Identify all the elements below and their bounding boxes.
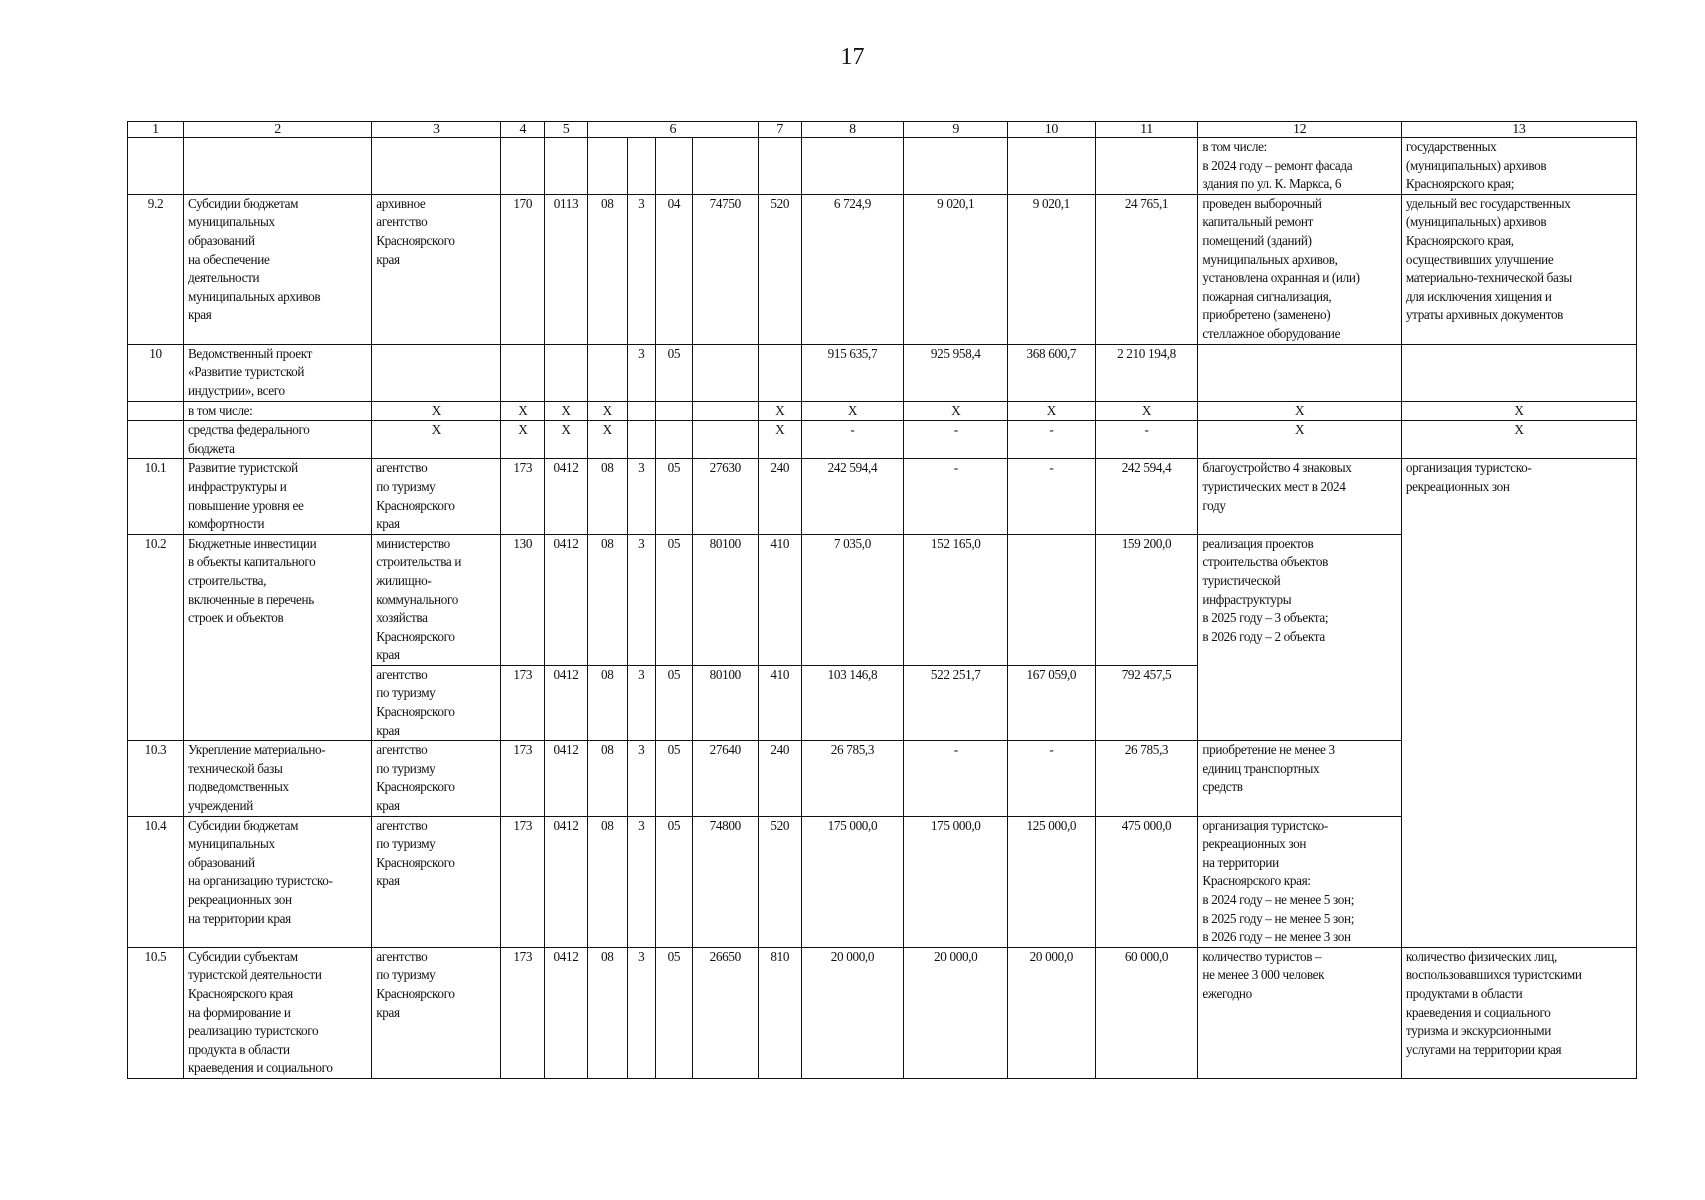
x-mark: Х [501,401,545,421]
text-line: (муниципальных) архивов [1405,214,1547,230]
text-line: Красноярского края [187,985,293,1001]
result-cell [1198,534,1402,741]
executor [372,194,501,344]
text-line: края [376,873,400,889]
text-line: муниципальных [187,836,275,852]
amount-total: 60 000,0 [1095,947,1198,1078]
amount-total: 242 594,4 [1095,459,1198,534]
text-line: туристской деятельности [187,967,322,983]
row-number: 10.5 [128,947,184,1078]
table-row [128,138,1637,195]
text-line: капитальный ремонт [1202,214,1314,230]
text-line: рекреационных зон [1202,836,1307,852]
grbs-code: 173 [501,816,545,947]
text-line: министерство [376,535,450,551]
table-row [128,194,1637,344]
x-mark: Х [1095,401,1198,421]
text-line: по туризму [376,967,436,983]
text-line: на организацию туристско- [187,873,333,889]
expense-type: 240 [758,459,801,534]
text-line: «Развитие туристской [187,364,305,380]
table-row [128,947,1637,1078]
amount-2024: 915 635,7 [801,344,904,401]
measure-name [183,947,371,1078]
text-line: деятельности [187,270,260,286]
text-line: услугами на территории края [1405,1041,1562,1057]
section-code: 0113 [545,194,588,344]
amount-2025: 152 165,0 [904,534,1008,665]
text-line: приобретено (заменено) [1202,307,1331,323]
text-line: индустрии», всего [187,382,285,398]
target-code-a: 08 [587,194,627,344]
result-cell [1198,741,1402,816]
text-line: по туризму [376,836,436,852]
text-line: Укрепление материально- [187,742,326,758]
expense-type: 520 [758,194,801,344]
text-line: агентство [376,817,428,833]
text-line: образований [187,854,255,870]
text-line: края [376,798,400,814]
text-line: реализация проектов [1202,535,1314,551]
target-code-b: 3 [627,665,655,740]
amount-2026: 20 000,0 [1008,947,1096,1078]
measure-name [183,344,371,401]
x-mark: Х [1198,401,1402,421]
expense-type: 810 [758,947,801,1078]
text-line: туризма и экскурсионными [1405,1023,1551,1039]
executor [372,816,501,947]
target-code-a: 08 [587,947,627,1078]
target-code-c: 05 [656,741,693,816]
expense-type: 520 [758,816,801,947]
text-line: в объекты капитального [187,554,316,570]
header-cell: 8 [801,122,904,138]
text-line: в 2024 году – ремонт фасада [1202,157,1353,173]
text-line: строек и объектов [187,610,284,626]
executor [372,534,501,665]
target-code-a: 08 [587,459,627,534]
text-line: Красноярского [376,985,455,1001]
text-line: ежегодно [1202,985,1252,1001]
target-code-d: 27640 [692,741,758,816]
table-row [128,421,1637,459]
amount-2026: 368 600,7 [1008,344,1096,401]
target-code-d: 74750 [692,194,758,344]
amount-2025: 925 958,4 [904,344,1008,401]
text-line: единиц транспортных [1202,760,1320,776]
amount-2025: - [904,459,1008,534]
text-line: продукта в области [187,1041,290,1057]
amount-2026: - [1008,459,1096,534]
text-line: комфортности [187,516,265,532]
dash-value: - [904,421,1008,459]
indicator-cell [1401,459,1636,947]
text-line: Красноярского [376,779,455,795]
text-line: муниципальных архивов, [1202,251,1338,267]
target-code-b: 3 [627,947,655,1078]
text-line: туристических мест в 2024 [1202,478,1346,494]
x-mark: Х [545,421,588,459]
amount-2024: 242 594,4 [801,459,904,534]
text-line: Красноярского [376,628,455,644]
indicator-cell [1401,947,1636,1078]
header-cell: 11 [1095,122,1198,138]
text-line: Субсидии бюджетам [187,817,299,833]
text-line: Красноярского [376,704,455,720]
amount-2025: 20 000,0 [904,947,1008,1078]
measure-name [183,194,371,344]
text-line: технической базы [187,760,283,776]
header-cell: 13 [1401,122,1636,138]
target-code-a: 08 [587,665,627,740]
x-mark: Х [1008,401,1096,421]
text-line: организация туристско- [1405,460,1532,476]
section-code: 0412 [545,741,588,816]
text-line: для исключения хищения и [1405,288,1552,304]
text-line: учреждений [187,798,253,814]
text-line: повышение уровня ее [187,497,304,513]
text-line: удельный вес государственных [1405,195,1571,211]
section-code: 0412 [545,665,588,740]
amount-2025: 175 000,0 [904,816,1008,947]
text-line: в 2025 году – 3 объекта; [1202,610,1329,626]
text-line: рекреационных зон [1405,478,1510,494]
amount-2024: 7 035,0 [801,534,904,665]
text-line: подведомственных [187,779,289,795]
expense-type: 410 [758,534,801,665]
text-line: году [1202,497,1226,513]
text-line: на территории [1202,854,1279,870]
text-line: инфраструктуры и [187,478,287,494]
executor [372,459,501,534]
text-line: на формирование и [187,1004,291,1020]
text-line: реализацию туристского [187,1023,319,1039]
text-line: в том числе: [1202,139,1267,154]
x-mark: Х [758,421,801,459]
target-code-c: 05 [656,816,693,947]
text-line: материально-технической базы [1405,270,1572,286]
program-table [127,121,1637,1079]
text-line: Ведомственный проект [187,345,313,361]
table-row [128,401,1637,421]
x-mark: Х [545,401,588,421]
text-line: стеллажное оборудование [1202,325,1341,341]
amount-2024: 103 146,8 [801,665,904,740]
text-line: края [376,722,400,738]
text-line: агентство [376,214,428,230]
amount-total: 2 210 194,8 [1095,344,1198,401]
x-mark: Х [801,401,904,421]
expense-type: 240 [758,741,801,816]
text-line: продуктами в области [1405,985,1523,1001]
row-label: в том числе: [183,401,371,421]
expense-type: 410 [758,665,801,740]
text-line: Развитие туристской [187,460,298,476]
target-code-c: 05 [656,344,693,401]
text-line: агентство [376,948,428,964]
result-cell [1198,816,1402,947]
text-line: коммунального [376,591,458,607]
text-line: в 2025 году – не менее 5 зон; [1202,910,1355,926]
amount-2024: 20 000,0 [801,947,904,1078]
grbs-code: 170 [501,194,545,344]
text-line: по туризму [376,685,436,701]
header-cell: 6 [587,122,758,138]
measure-name [183,534,371,741]
result-cell [1198,194,1402,344]
table-row [128,344,1637,401]
text-line: средства федерального [187,422,310,438]
text-line: приобретение не менее 3 [1202,742,1335,758]
amount-2024: 6 724,9 [801,194,904,344]
amount-2024: 175 000,0 [801,816,904,947]
text-line: Субсидии бюджетам [187,195,299,211]
grbs-code: 173 [501,947,545,1078]
text-line: инфраструктуры [1202,591,1292,607]
text-line: края [376,1004,400,1020]
header-cell: 2 [183,122,371,138]
text-line: Красноярского края; [1405,176,1515,192]
header-row [128,122,1637,138]
amount-total: 159 200,0 [1095,534,1198,665]
target-code-b: 3 [627,534,655,665]
header-cell: 4 [501,122,545,138]
dash-value: - [801,421,904,459]
text-line: агентство [376,742,428,758]
x-mark: Х [758,401,801,421]
text-line: строительства, [187,572,267,588]
section-code: 0412 [545,947,588,1078]
x-mark: Х [587,421,627,459]
amount-total: 26 785,3 [1095,741,1198,816]
text-line: (муниципальных) архивов [1405,157,1547,173]
row-number: 10 [128,344,184,401]
x-mark: Х [904,401,1008,421]
header-cell: 10 [1008,122,1096,138]
target-code-d: 27630 [692,459,758,534]
text-line: строительства и [376,554,462,570]
header-cell: 12 [1198,122,1402,138]
text-line: Субсидии субъектам [187,948,298,964]
text-line: воспользовавшихся туристскими [1405,967,1582,983]
executor [372,741,501,816]
text-line: края [376,647,400,663]
text-line: проведен выборочный [1202,195,1322,211]
amount-2025: 9 020,1 [904,194,1008,344]
text-line: на территории края [187,910,291,926]
text-line: в 2026 году – не менее 3 зон [1202,929,1351,945]
text-line: края [376,251,400,267]
text-line: средств [1202,779,1243,795]
x-mark: Х [1401,421,1636,459]
section-code: 0412 [545,459,588,534]
text-line: туристической [1202,572,1281,588]
text-line: края [376,516,400,532]
target-code-a: 08 [587,534,627,665]
text-line: не менее 3 000 человек [1202,967,1325,983]
header-cell: 7 [758,122,801,138]
measure-name [183,816,371,947]
text-line: бюджета [187,440,235,456]
amount-2024: 26 785,3 [801,741,904,816]
amount-2025: - [904,741,1008,816]
text-line: помещений (зданий) [1202,232,1312,248]
text-line: количество туристов – [1202,948,1322,964]
text-line: здания по ул. К. Маркса, 6 [1202,176,1342,192]
section-code: 0412 [545,816,588,947]
x-mark: Х [1198,421,1402,459]
text-line: муниципальных архивов [187,288,321,304]
row-number: 10.1 [128,459,184,534]
header-cell: 5 [545,122,588,138]
text-line: Красноярского [376,232,455,248]
row-number: 10.4 [128,816,184,947]
target-code-d: 74800 [692,816,758,947]
text-line: благоустройство 4 знаковых [1202,460,1352,476]
dash-value: - [1008,421,1096,459]
row-label [183,421,371,459]
row-number: 10.3 [128,741,184,816]
page-number: 17 [840,44,865,70]
text-line: организация туристско- [1202,817,1328,833]
target-code-d: 80100 [692,534,758,665]
text-line: архивное [376,195,426,211]
text-line: включенные в перечень [187,591,314,607]
amount-2026 [1008,534,1096,665]
amount-2026: 167 059,0 [1008,665,1096,740]
text-line: по туризму [376,760,436,776]
amount-2026: 9 020,1 [1008,194,1096,344]
text-line: агентство [376,460,428,476]
target-code-d: 26650 [692,947,758,1078]
text-line: хозяйства [376,610,428,626]
target-code-b: 3 [627,194,655,344]
text-line: по туризму [376,478,436,494]
target-code-d: 80100 [692,665,758,740]
text-line: краеведения и социального [1405,1004,1551,1020]
header-cell: 9 [904,122,1008,138]
text-line: Красноярского [376,854,455,870]
text-line: жилищно- [376,572,432,588]
text-line: образований [187,232,255,248]
target-code-a: 08 [587,816,627,947]
table-row [128,459,1637,534]
text-line: пожарная сигнализация, [1202,288,1332,304]
text-line: утраты архивных документов [1405,307,1564,323]
target-code-b: 3 [627,459,655,534]
measure-name [183,459,371,534]
result-cell [1198,138,1402,195]
result-cell [1198,459,1402,534]
text-line: в 2024 году – не менее 5 зон; [1202,892,1355,907]
indicator-cell [1401,138,1636,195]
indicator-cell [1401,194,1636,344]
grbs-code: 173 [501,665,545,740]
text-line: осуществивших улучшение [1405,251,1554,267]
text-line: строительства объектов [1202,554,1329,570]
executor [372,947,501,1078]
amount-total: 792 457,5 [1095,665,1198,740]
target-code-b: 3 [627,741,655,816]
text-line: Красноярского края, [1405,232,1514,248]
section-code: 0412 [545,534,588,665]
target-code-c: 05 [656,459,693,534]
text-line: агентство [376,666,428,682]
result-cell [1198,947,1402,1078]
row-number: 10.2 [128,534,184,741]
target-code-c: 05 [656,665,693,740]
grbs-code: 173 [501,459,545,534]
amount-total: 475 000,0 [1095,816,1198,947]
text-line: Красноярского [376,497,455,513]
target-code-b: 3 [627,816,655,947]
text-line: на обеспечение [187,251,270,267]
amount-total: 24 765,1 [1095,194,1198,344]
dash-value: - [1095,421,1198,459]
executor [372,665,501,740]
target-code-c: 05 [656,534,693,665]
target-code-a: 08 [587,741,627,816]
text-line: количество физических лиц, [1405,948,1557,964]
amount-2025: 522 251,7 [904,665,1008,740]
text-line: края [187,307,212,323]
row-number: 9.2 [128,194,184,344]
target-code-c: 05 [656,947,693,1078]
text-line: в 2026 году – 2 объекта [1202,628,1325,644]
x-mark: Х [372,401,501,421]
amount-2026: 125 000,0 [1008,816,1096,947]
measure-name [183,741,371,816]
amount-2026: - [1008,741,1096,816]
text-line: рекреационных зон [187,892,292,907]
grbs-code: 173 [501,741,545,816]
header-cell: 1 [128,122,184,138]
text-line: краеведения и социального [187,1060,333,1076]
x-mark: Х [1401,401,1636,421]
x-mark: Х [501,421,545,459]
text-line: государственных [1405,139,1497,154]
target-code-c: 04 [656,194,693,344]
x-mark: Х [372,421,501,459]
header-cell: 3 [372,122,501,138]
text-line: Красноярского края: [1202,873,1311,889]
grbs-code: 130 [501,534,545,665]
text-line: муниципальных [187,214,275,230]
text-line: установлена охранная и (или) [1202,270,1360,286]
x-mark: Х [587,401,627,421]
target-code-b: 3 [627,344,655,401]
text-line: Бюджетные инвестиции [187,535,317,551]
